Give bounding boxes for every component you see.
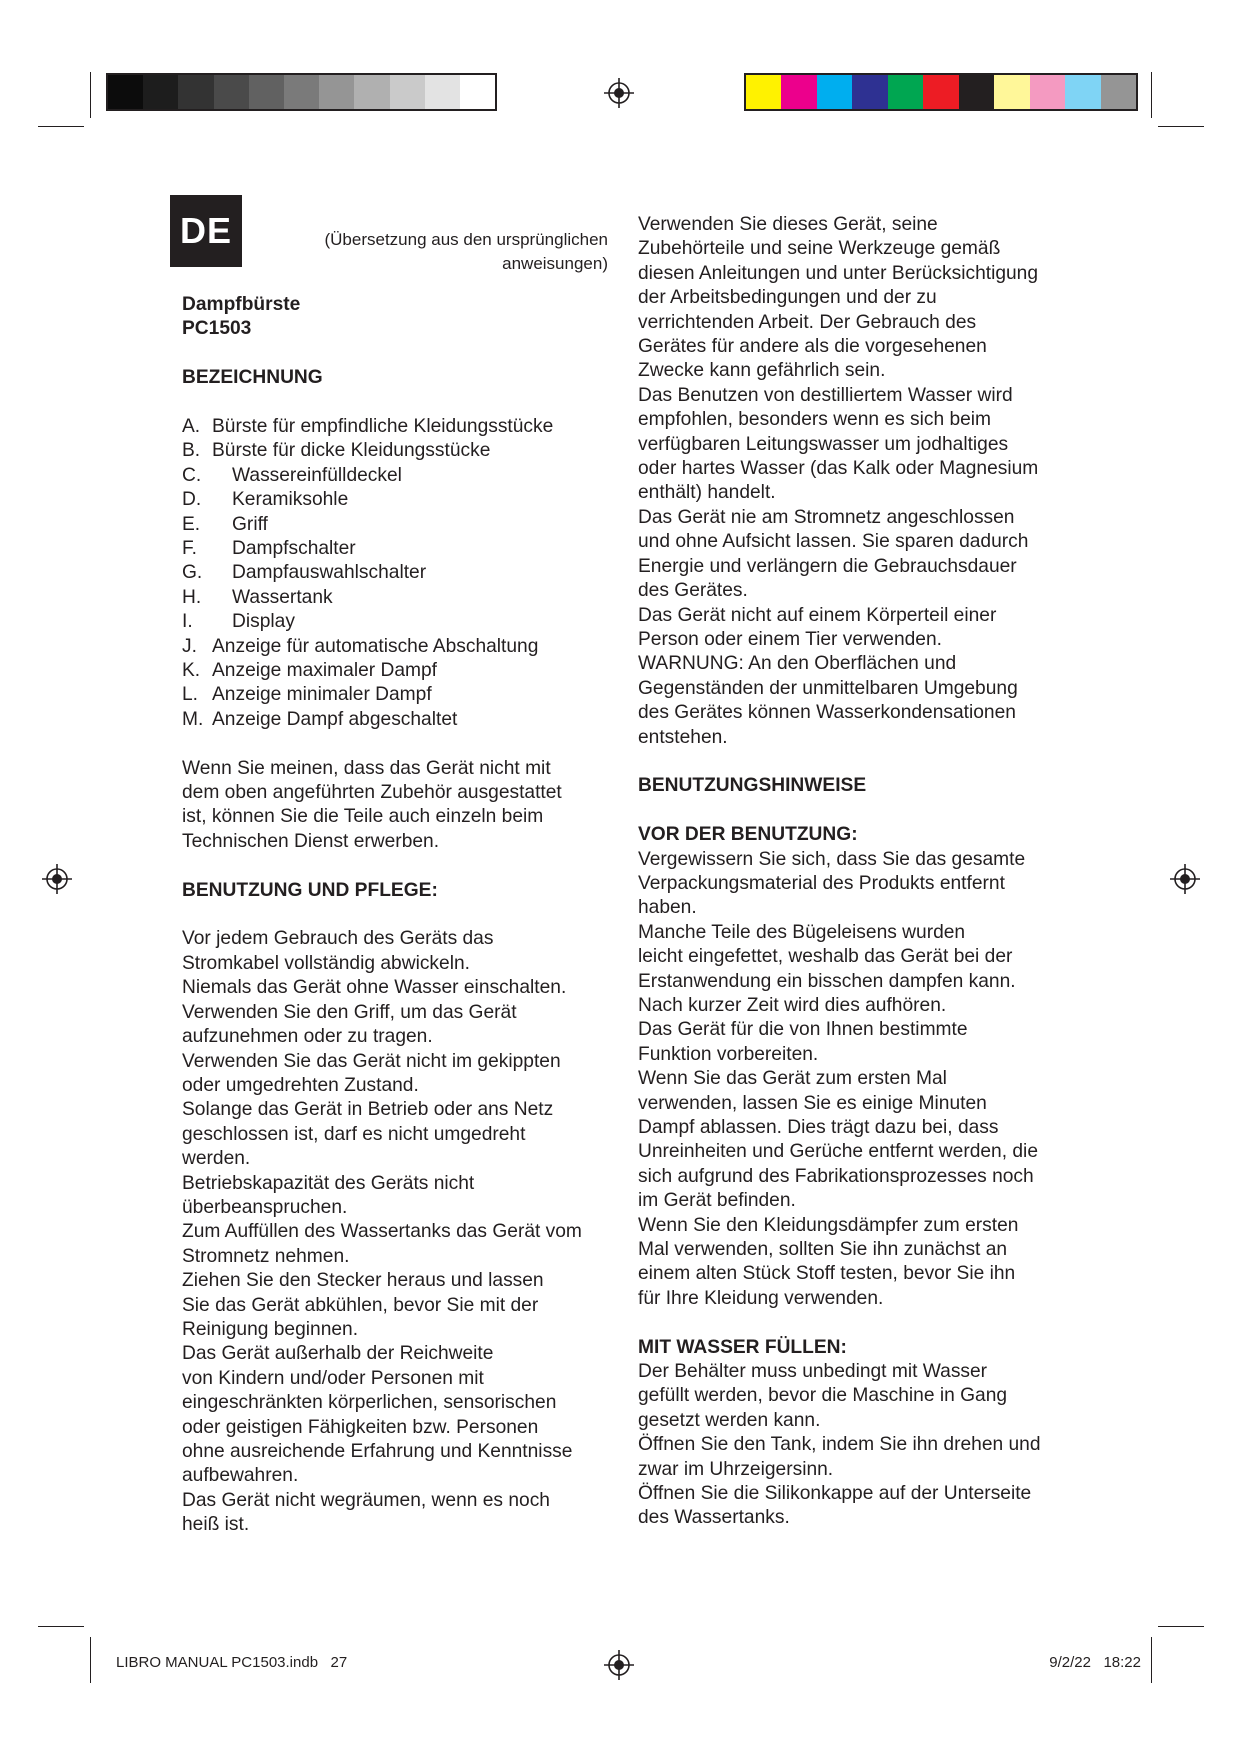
care-instructions — [182, 927, 612, 1537]
paragraph-line: Zubehörteile und seine Werkzeuge gemäß — [638, 238, 1001, 260]
paragraph-line: gesetzt werden kann. — [638, 1409, 821, 1431]
gray-swatch — [214, 75, 249, 109]
color-swatch — [746, 75, 781, 109]
grayscale-calibration-bar — [106, 73, 497, 111]
paragraph-line: Das Gerät nicht auf einem Körperteil einer — [638, 604, 997, 626]
paragraph-line: Verwenden Sie dieses Gerät, seine — [638, 214, 938, 235]
paragraph-line: werden. — [182, 1148, 251, 1170]
paragraph-line: Funktion vorbereiten. — [638, 1043, 819, 1065]
legend-letter: F. — [182, 538, 197, 560]
accessories-note — [182, 757, 612, 855]
translation-note-line: anweisungen) — [502, 254, 608, 273]
crop-mark-top-left-h — [38, 126, 84, 127]
paragraph-line: Betriebskapazität des Geräts nicht — [182, 1172, 475, 1194]
legend-text: Wassereinfülldeckel — [232, 464, 402, 486]
paragraph-line: ohne ausreichende Erfahrung und Kenntnisse — [182, 1441, 573, 1463]
legend-item — [182, 439, 612, 463]
legend-text: Anzeige minimaler Dampf — [212, 684, 432, 706]
paragraph-line: der Arbeitsbedingungen und der zu — [638, 287, 937, 309]
legend-letter: K. — [182, 660, 201, 682]
paragraph-line: Öffnen Sie den Tank, indem Sie ihn drehen und — [638, 1434, 1041, 1456]
registration-mark-icon — [1170, 864, 1200, 894]
paragraph-line: Manche Teile des Bügeleisens wurden — [638, 921, 966, 943]
paragraph-line: Solange das Gerät in Betrieb oder ans Netz — [182, 1099, 554, 1121]
paragraph-line: Verpackungsmaterial des Produkts entfernt — [638, 872, 1005, 894]
color-swatch — [817, 75, 852, 109]
paragraph-line: Das Benutzen von destilliertem Wasser wird — [638, 384, 1013, 406]
legend-letter: J. — [182, 635, 197, 657]
legend-text: Bürste für dicke Kleidungsstücke — [212, 440, 491, 462]
language-code: DE — [179, 210, 232, 251]
paragraph-line: Gerätes für andere als die vorgesehenen — [638, 336, 987, 358]
legend-item — [182, 464, 612, 488]
paragraph-line: Der Behälter muss unbedingt mit Wasser — [638, 1361, 988, 1383]
paragraph-line: von Kindern und/oder Personen mit — [182, 1367, 484, 1389]
footer-file-info: LIBRO MANUAL PC1503.indb 27 — [116, 1654, 348, 1671]
before-use-text — [638, 848, 1078, 1312]
gray-swatch — [425, 75, 460, 109]
gray-swatch — [354, 75, 389, 109]
color-swatch — [1065, 75, 1100, 109]
paragraph-line: aufzunehmen oder zu tragen. — [182, 1026, 433, 1048]
paragraph-line: Erstanwendung ein bisschen dampfen kann. — [638, 970, 1016, 992]
crop-mark-bottom-left-v — [90, 1637, 91, 1683]
crop-mark-bottom-right-h — [1158, 1626, 1204, 1627]
language-badge — [170, 195, 242, 267]
paragraph-line: Technischen Dienst erwerben. — [182, 830, 440, 852]
legend-letter: I. — [182, 611, 193, 633]
paragraph-line: dem oben angeführten Zubehör ausgestattet — [182, 782, 562, 804]
left-column — [182, 293, 612, 1538]
product-name: Dampfbürste — [182, 294, 301, 315]
paragraph-line: oder geistigen Fähigkeiten bzw. Personen — [182, 1416, 539, 1438]
legend-letter: B. — [182, 440, 201, 462]
paragraph-line: Gegenständen der unmittelbaren Umgebung — [638, 677, 1018, 699]
crop-mark-bottom-right-v — [1151, 1637, 1152, 1683]
legend-letter: M. — [182, 708, 204, 730]
paragraph-line: Wenn Sie das Gerät zum ersten Mal — [638, 1068, 947, 1090]
color-swatch — [959, 75, 994, 109]
paragraph-line: haben. — [638, 897, 697, 919]
legend-item — [182, 586, 612, 610]
paragraph-line: überbeanspruchen. — [182, 1196, 348, 1218]
color-swatch — [923, 75, 958, 109]
legend-text: Griff — [232, 513, 268, 535]
legend-item — [182, 708, 612, 732]
crop-mark-top-right-v — [1151, 72, 1152, 118]
legend-text: Dampfauswahlschalter — [232, 562, 427, 584]
paragraph-line: verfügbaren Leitungswasser um jodhaltiges — [638, 433, 1009, 455]
gray-swatch — [319, 75, 354, 109]
designation-heading: BEZEICHNUNG — [182, 367, 323, 389]
paragraph-line: Verwenden Sie den Griff, um das Gerät — [182, 1001, 517, 1023]
legend-item — [182, 635, 612, 659]
legend-item — [182, 659, 612, 683]
paragraph-line: Unreinheiten und Gerüche entfernt werden, die — [638, 1141, 1038, 1163]
legend-item — [182, 683, 612, 707]
paragraph-line: leicht eingefettet, weshalb das Gerät bei der — [638, 946, 1013, 968]
legend-text: Anzeige Dampf abgeschaltet — [212, 708, 458, 730]
paragraph-line: Energie und verlängern die Gebrauchsdauer — [638, 555, 1017, 577]
right-column — [638, 213, 1078, 1531]
paragraph-line: Vergewissern Sie sich, dass Sie das gesamte — [638, 848, 1026, 870]
paragraph-line: gefüllt werden, bevor die Maschine in Gang — [638, 1385, 1008, 1407]
paragraph-line: aufbewahren. — [182, 1465, 299, 1487]
paragraph-line: heiß ist. — [182, 1514, 250, 1536]
gray-swatch — [178, 75, 213, 109]
paragraph-line: oder hartes Wasser (das Kalk oder Magnesium — [638, 458, 1039, 480]
legend-text: Bürste für empfindliche Kleidungsstücke — [212, 416, 554, 437]
intro-text — [638, 213, 1078, 750]
paragraph-line: Vor jedem Gebrauch des Geräts das — [182, 928, 494, 950]
legend-letter: C. — [182, 464, 202, 486]
legend-text: Display — [232, 611, 295, 633]
paragraph-line: Niemals das Gerät ohne Wasser einschalten. — [182, 977, 567, 999]
color-swatch — [1101, 75, 1136, 109]
paragraph-line: Das Gerät nie am Stromnetz angeschlossen — [638, 506, 1015, 528]
paragraph-line: des Gerätes. — [638, 580, 748, 602]
legend-text: Wassertank — [232, 586, 333, 608]
color-calibration-bar — [744, 73, 1138, 111]
paragraph-line: des Gerätes können Wasserkondensationen — [638, 702, 1016, 724]
paragraph-line: verwenden, lassen Sie es einige Minuten — [638, 1092, 987, 1114]
paragraph-line: sich aufgrund des Fabrikationsprozesses noch — [638, 1165, 1034, 1187]
paragraph-line: Verwenden Sie das Gerät nicht im gekippten — [182, 1050, 561, 1072]
paragraph-line: Zwecke kann gefährlich sein. — [638, 360, 886, 382]
footer-date-time: 9/2/22 18:22 — [1049, 1654, 1141, 1671]
legend-item — [182, 415, 612, 439]
registration-mark-icon — [604, 1650, 634, 1680]
paragraph-line: Wenn Sie meinen, dass das Gerät nicht mit — [182, 757, 551, 779]
paragraph-line: entstehen. — [638, 726, 728, 748]
translation-note — [300, 228, 608, 276]
legend-text: Dampfschalter — [232, 538, 356, 560]
paragraph-line: Dampf ablassen. Dies trägt dazu bei, dass — [638, 1117, 999, 1138]
legend-letter: D. — [182, 489, 202, 511]
translation-note-line: (Übersetzung aus den ursprünglichen — [324, 230, 608, 249]
legend-letter: G. — [182, 562, 203, 584]
legend-letter: A. — [182, 416, 201, 437]
gray-swatch — [460, 75, 495, 109]
color-swatch — [781, 75, 816, 109]
paragraph-line: Nach kurzer Zeit wird dies aufhören. — [638, 994, 947, 1016]
paragraph-line: Öffnen Sie die Silikonkappe auf der Unterseite — [638, 1483, 1032, 1505]
paragraph-line: Das Gerät für die von Ihnen bestimmte — [638, 1019, 968, 1041]
paragraph-line: Reinigung beginnen. — [182, 1318, 359, 1340]
crop-mark-top-left-v — [90, 72, 91, 118]
legend-item — [182, 610, 612, 634]
legend-item — [182, 561, 612, 585]
paragraph-line: oder umgedrehten Zustand. — [182, 1074, 419, 1096]
paragraph-line: Stromkabel vollständig abwickeln. — [182, 952, 470, 974]
gray-swatch — [143, 75, 178, 109]
legend-text: Anzeige maximaler Dampf — [212, 660, 438, 682]
gray-swatch — [249, 75, 284, 109]
paragraph-line: WARNUNG: An den Oberflächen und — [638, 653, 957, 675]
paragraph-line: Das Gerät nicht wegräumen, wenn es noch — [182, 1489, 550, 1511]
usage-heading: BENUTZUNGSHINWEISE — [638, 775, 867, 797]
paragraph-line: Mal verwenden, sollten Sie ihn zunächst an — [638, 1239, 1008, 1261]
care-heading: BENUTZUNG UND PFLEGE: — [182, 879, 438, 901]
legend-letter: L. — [182, 684, 199, 706]
before-use-heading: VOR DER BENUTZUNG: — [638, 824, 858, 846]
paragraph-line: empfohlen, besonders wenn es sich beim — [638, 409, 992, 431]
paragraph-line: des Wassertanks. — [638, 1507, 790, 1529]
paragraph-line: zwar im Uhrzeigersinn. — [638, 1458, 834, 1480]
paragraph-line: geschlossen ist, darf es nicht umgedreht — [182, 1123, 526, 1145]
color-swatch — [888, 75, 923, 109]
paragraph-line: Stromnetz nehmen. — [182, 1245, 350, 1267]
crop-mark-top-right-h — [1158, 126, 1204, 127]
paragraph-line: Ziehen Sie den Stecker heraus und lassen — [182, 1270, 544, 1292]
registration-mark-icon — [604, 78, 634, 108]
color-swatch — [1030, 75, 1065, 109]
legend-letter: H. — [182, 586, 202, 608]
paragraph-line: enthält) handelt. — [638, 482, 776, 504]
paragraph-line: für Ihre Kleidung verwenden. — [638, 1287, 884, 1309]
model-number: PC1503 — [182, 318, 252, 340]
paragraph-line: Wenn Sie den Kleidungsdämpfer zum ersten — [638, 1214, 1019, 1236]
paragraph-line: und ohne Aufsicht lassen. Sie sparen dadurch — [638, 531, 1029, 553]
parts-legend — [182, 415, 612, 732]
gray-swatch — [108, 75, 143, 109]
color-swatch — [994, 75, 1029, 109]
paragraph-line: einem alten Stück Stoff testen, bevor Sie ihn — [638, 1263, 1016, 1285]
legend-text: Anzeige für automatische Abschaltung — [212, 635, 539, 657]
paragraph-line: Person oder einem Tier verwenden. — [638, 628, 942, 650]
crop-mark-bottom-left-h — [38, 1626, 84, 1627]
legend-text: Keramiksohle — [232, 489, 349, 511]
paragraph-line: Zum Auffüllen des Wassertanks das Gerät vom — [182, 1221, 582, 1243]
legend-item — [182, 488, 612, 512]
gray-swatch — [284, 75, 319, 109]
paragraph-line: verrichtenden Arbeit. Der Gebrauch des — [638, 311, 977, 333]
paragraph-line: im Gerät befinden. — [638, 1190, 796, 1212]
fill-text — [638, 1360, 1078, 1531]
paragraph-line: diesen Anleitungen und unter Berücksichtigung — [638, 262, 1039, 284]
paragraph-line: ist, können Sie die Teile auch einzeln beim — [182, 806, 544, 828]
paragraph-line: eingeschränkten körperlichen, sensorischen — [182, 1392, 557, 1414]
paragraph-line: Sie das Gerät abkühlen, bevor Sie mit der — [182, 1294, 539, 1316]
legend-item — [182, 513, 612, 537]
legend-letter: E. — [182, 513, 201, 535]
gray-swatch — [390, 75, 425, 109]
legend-item — [182, 537, 612, 561]
fill-heading: MIT WASSER FÜLLEN: — [638, 1336, 847, 1358]
registration-mark-icon — [42, 864, 72, 894]
paragraph-line: Das Gerät außerhalb der Reichweite — [182, 1343, 494, 1365]
color-swatch — [852, 75, 887, 109]
